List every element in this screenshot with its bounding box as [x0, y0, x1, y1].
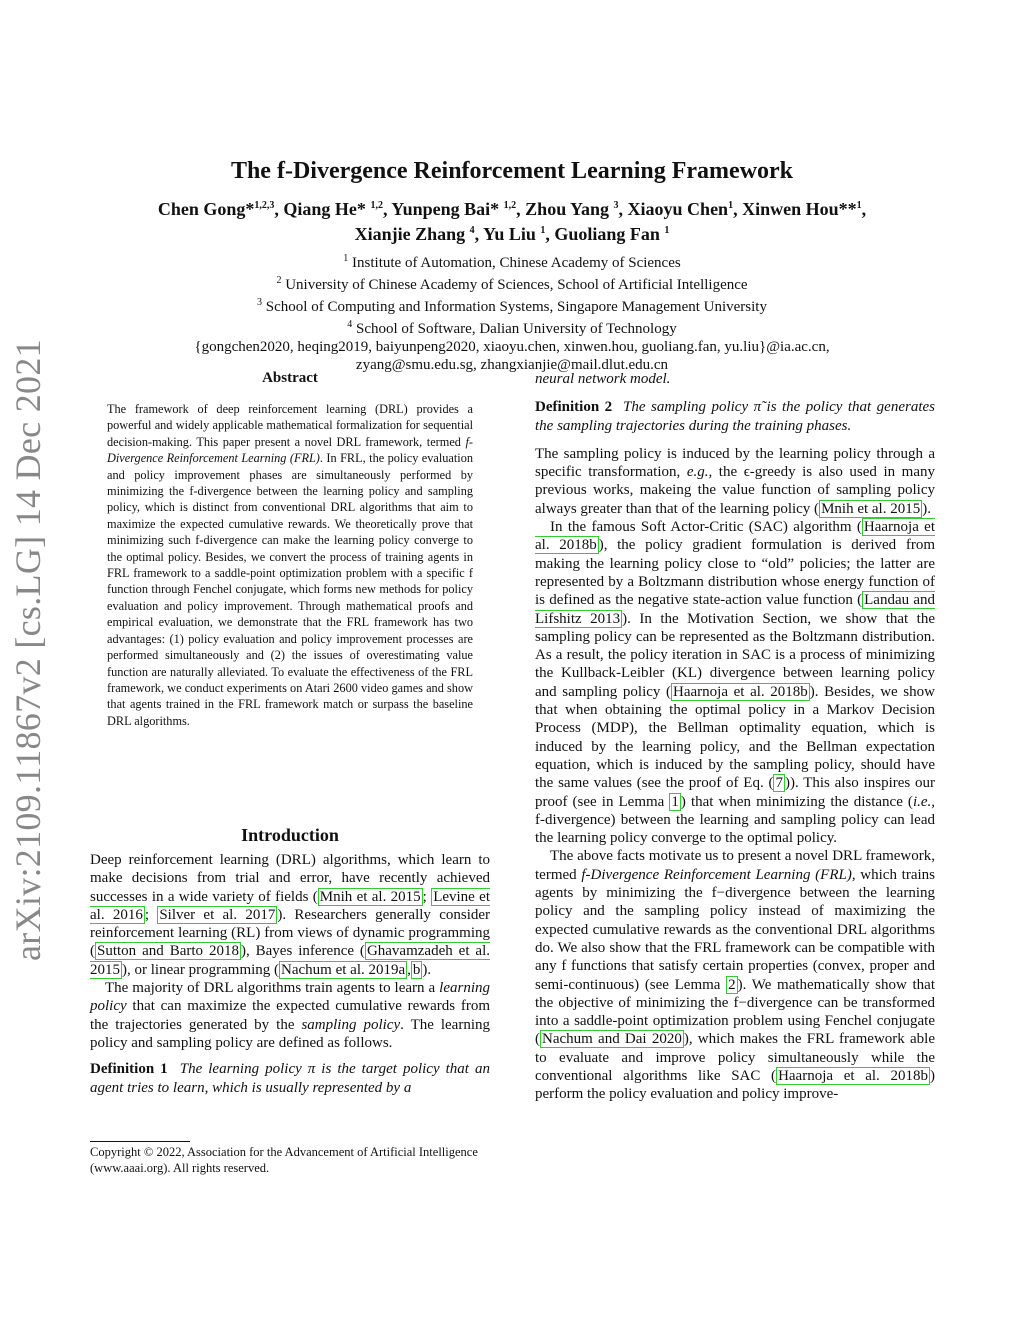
right-column	[535, 370, 935, 1104]
author: Guoliang Fan	[554, 224, 660, 244]
affiliation	[90, 250, 934, 272]
definition-text: neural network model.	[535, 371, 671, 387]
emphasis: sampling policy	[301, 1016, 401, 1033]
text: ).	[422, 961, 432, 978]
text: ), Bayes inference (	[240, 943, 365, 960]
author-line-1: Chen Gong*$^{1,2,3}$, Qiang He* $^{1,2}$, Yunpeng Bai* $^{1,2}$, Zhou Yang $^3$, Xiaoyu Chen$^1$, Xinwen Hou**$^1$,	[157, 199, 867, 219]
text: ), or linear programming (	[122, 961, 280, 978]
abstract-body	[107, 401, 473, 729]
citation-link[interactable]: Haarnoja et al. 2018b	[673, 683, 808, 700]
author-sup: 1,2	[370, 200, 383, 211]
email-line: {gongchen2020, heqing2019, baiyunpeng2020, xiaoyu.chen, xinwen.hou, guoliang.fan, yu.liu}@ia.ac.cn,	[194, 339, 830, 355]
citation-link[interactable]: Haarnoja et al. 2018b	[778, 1067, 928, 1084]
author: Xinwen Hou**	[742, 199, 857, 219]
abstract-heading: Abstract	[262, 370, 318, 386]
text: The majority of DRL algorithms train agents to learn a	[105, 980, 440, 997]
paragraph	[535, 847, 935, 1103]
paragraph: Deep reinforcement learning (DRL) algorithms, which learn to make decisions from trial and error, have recently achieved successes in a wide variety of fields ( Mnih et al. 2015 ; Levine et al. 2016 ; Silver et al. 2017 ). Researchers generally consider reinforcement learning (RL) from views of dynamic programming ( Sutton and Barto 2018 ), Bayes inference ( Ghavamzadeh et al. 2015 ), or linear programming ( Nachum et al. 2019a , b ).	[90, 852, 491, 978]
paper-title: The f-Divergence Reinforcement Learning Framework	[230, 158, 794, 184]
author: Zhou Yang	[525, 199, 610, 219]
aff-sup: 2	[276, 275, 282, 286]
text: the ϵ-greedy is also used in many previous works, makeing the value function of sampling policy always greater than that of the learning policy (	[535, 464, 936, 517]
definition-text: The sampling policy π̃ is the policy that generates the sampling trajectories during the training phases.	[535, 399, 935, 434]
text: The above facts motivate us to present a novel DRL framework, termed	[535, 848, 935, 883]
text: ). Researchers generally consider reinforcement learning (RL) from views of dynamic programming (	[90, 906, 491, 960]
paragraph	[535, 445, 935, 518]
citation-link[interactable]: Mnih et al. 2015	[319, 888, 421, 905]
paragraph	[535, 518, 935, 847]
introduction-heading: Introduction	[241, 825, 339, 845]
citation-link[interactable]: Nachum et al. 2019a	[281, 961, 406, 978]
citation-link[interactable]: Silver et al. 2017	[159, 906, 276, 923]
aff-text: Institute of Automation, Chinese Academy of Sciences	[352, 255, 681, 271]
author-line-2: Xianjie Zhang $^4$, Yu Liu $^1$, Guoliang Fan $^1$	[354, 224, 670, 244]
text: ). We mathematically show that the objective of minimizing the f−divergence can be transformed into a saddle-point optimization problem using Fenchel conjugate (	[535, 976, 935, 1048]
abstract-text: The framework of deep reinforcement learning (DRL) provides a powerful and widely applicable mathematical formalization for sequential decision-making. This paper present a novel DRL framework, termed	[107, 402, 473, 449]
author-sup: 1	[664, 225, 670, 236]
text: . The learning policy and sampling policy are defined as follows.	[90, 1016, 491, 1051]
citation-link[interactable]: b	[412, 961, 421, 978]
text: ). Besides, we show that when obtaining the optimal policy in a Markov Decision Process (MDP), the Bellman optimality equation, which is induced by the learning policy, and the Bellman expectation equation, which is induced by the sampling policy, should have the same values (see the proof of Eq. (	[535, 683, 935, 792]
author: Xianjie Zhang	[354, 224, 466, 244]
affiliation	[90, 316, 934, 338]
paragraph	[90, 979, 490, 1052]
introduction-body	[90, 851, 490, 1097]
citation-link[interactable]: Mnih et al. 2015	[821, 500, 921, 517]
text: ). In the Motivation Section, we show that the sampling policy can be represented as the Boltzmann distribution. As a result, the policy iteration in SAC is a process of minimizing the Kullback-Leibler (KL) divergence between learning policy and sampling policy (	[535, 610, 936, 700]
text: In the famous Soft Actor-Critic (SAC) algorithm (	[550, 519, 862, 536]
lemma-link[interactable]: 2	[728, 976, 736, 993]
author: Chen Gong*	[157, 199, 255, 219]
author: Yunpeng Bai*	[391, 199, 500, 219]
author-sup: 1	[540, 225, 546, 236]
author-sup: 4	[469, 225, 475, 236]
text: ) perform the policy evaluation and policy improve-	[535, 1067, 935, 1103]
aff-text: School of Computing and Information Systems, Singapore Management University	[265, 299, 767, 315]
text: , which trains agents by minimizing the f−divergence between the learning policy and the sampling policy instead of maximizing the expected cumulative rewards as the conventional DRL algorithms do. We also show that the FRL framework can be compatible with any f functions that satisfy certain properties (convex, proper and semi-continuous) (see Lemma	[535, 866, 935, 993]
lemma-link[interactable]: 1	[671, 793, 679, 810]
aff-sup: 1	[343, 253, 349, 264]
citation-link[interactable]: Haarnoja et al. 2018b	[535, 519, 936, 554]
author-sup: 1,2	[503, 200, 517, 211]
definition-1	[90, 1060, 490, 1097]
definition-continuation	[535, 370, 935, 388]
citation-link[interactable]: Ghavamzadeh et al. 2015	[90, 943, 490, 978]
email-line: zyang@smu.edu.sg, zhangxianjie@mail.dlut.edu.cn	[355, 357, 669, 373]
copyright-footnote: Copyright © 2022, Association for the Advancement of Artificial Intelligence (www.aaai.org). All rights reserved.	[90, 1145, 478, 1175]
text: ) that when minimizing the distance (	[680, 793, 913, 810]
affiliations	[90, 250, 934, 374]
emphasis: e.g.,	[686, 464, 713, 481]
aff-sup: 3	[257, 297, 263, 308]
aff-text: School of Software, Dalian University of Technology	[356, 321, 677, 337]
author: Yu Liu	[482, 224, 536, 244]
text: that can maximize the expected cumulative rewards from the trajectories generated by the	[90, 998, 490, 1033]
arxiv-stamp: arXiv:2109.11867v2 [cs.LG] 14 Dec 2021	[8, 339, 48, 961]
author-sup: 1,2,3	[254, 200, 275, 211]
emphasis: i.e.,	[912, 793, 936, 810]
citation-link[interactable]: Landau and Lifshitz 2013	[535, 592, 935, 627]
definition-label: Definition 1	[90, 1061, 168, 1078]
text: ), which makes the FRL framework able to evaluate and improve policy simultaneously while the conventional algorithms like SAC (	[535, 1031, 935, 1084]
author: Xiaoyu Chen	[627, 199, 729, 219]
text: f-divergence) between the learning and sampling policy can lead the learning policy converge to the optimal policy.	[535, 811, 935, 847]
definition-text: The learning policy π is the target policy that an agent tries to learn, which is usually represented by a	[90, 1061, 490, 1096]
text: ), the policy gradient formulation is derived from making the learning policy close to “old” policies; the latter are represented by a Boltzmann distribution whose energy function of is defined as the negative state-action value function (	[535, 537, 935, 609]
affiliation	[90, 294, 934, 316]
emphasis: learning policy	[90, 980, 490, 1015]
text: Deep reinforcement learning (DRL) algorithms, which learn to make decisions from trial and error, have recently achieved successes in a wide variety of fields (	[90, 852, 490, 905]
abstract-text: . In FRL, the policy evaluation and policy improvement phases are simultaneously performed by minimizing the f-divergence between the learning policy and sampling policy, which is distinct from conventional DRL algorithms that aim to maximize the expected cumulative rewards. We theoretically prove that minimizing such f-divergence can make the learning policy converge to the optimal policy. Besides, we convert the process of training agents in FRL framework to a saddle-point optimization problem with a specific f function through Fenchel conjugate, which forms new methods for policy evaluation and policy improvement. Through mathematical proofs and empirical evaluation, we demonstrate that the FRL framework has two advantages: (1) policy evaluation and policy improvement processes are performed simultaneously and (2) the issues of overestimating value function are naturally alleviated. To evaluate the effectiveness of the FRL framework, we conduct experiments on Atari 2600 video games and show that agents trained in the FRL framework match or surpass the baseline DRL algorithms.	[107, 451, 473, 728]
aff-sup: 4	[347, 319, 353, 330]
aff-text: University of Chinese Academy of Sciences, School of Artificial Intelligence	[285, 277, 748, 293]
author-sup: 1	[728, 200, 734, 211]
author-sup: 1	[856, 200, 862, 211]
text: ).	[922, 500, 931, 517]
definition-2	[535, 398, 935, 435]
text: )). This also inspires our proof (see in Lemma	[535, 775, 935, 810]
equation-link[interactable]: 7	[775, 775, 783, 792]
definition-label: Definition 2	[535, 399, 613, 416]
author-sup: 3	[613, 200, 619, 211]
footnote-rule	[90, 1141, 190, 1142]
abstract-term: f-Divergence Reinforcement Learning (FRL)	[107, 434, 473, 466]
citation-link[interactable]: Nachum and Dai 2020	[542, 1031, 682, 1048]
author: Qiang He*	[283, 199, 366, 219]
citation-link[interactable]: Sutton and Barto 2018	[97, 943, 239, 960]
text: The sampling policy is induced by the learning policy through a specific transformation,	[535, 445, 935, 481]
emphasis: f-Divergence Reinforcement Learning (FRL)	[581, 866, 852, 883]
citation-link[interactable]: Levine et al. 2016	[90, 888, 490, 923]
affiliation	[90, 272, 934, 294]
